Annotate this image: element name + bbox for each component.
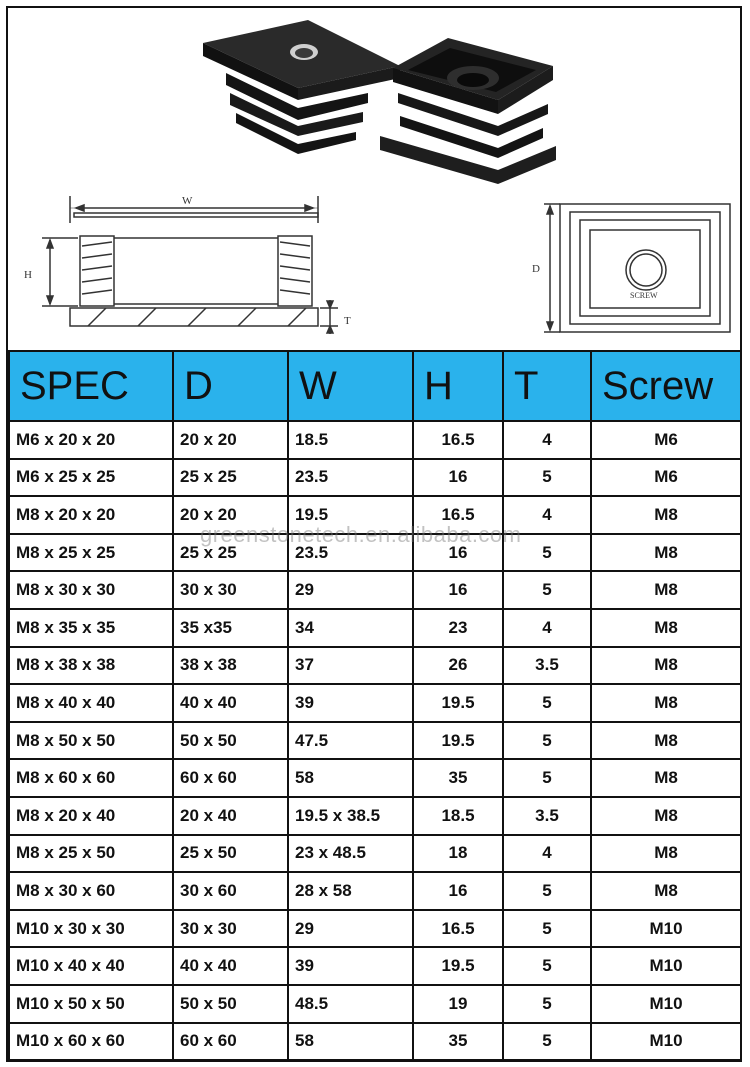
cell-d: 30 x 30 <box>173 571 288 609</box>
cell-d: 20 x 20 <box>173 421 288 459</box>
table-header-row <box>9 351 741 421</box>
cell-spec: M8 x 20 x 40 <box>9 797 173 835</box>
table-row <box>9 609 741 647</box>
cell-screw: M8 <box>591 684 741 722</box>
cell-t: 4 <box>503 835 591 873</box>
t-dimension-label: T <box>344 315 351 327</box>
cell-spec: M10 x 40 x 40 <box>9 947 173 985</box>
cell-t: 5 <box>503 1023 591 1061</box>
cell-h: 18.5 <box>413 797 503 835</box>
cell-t: 4 <box>503 609 591 647</box>
cell-spec: M8 x 30 x 60 <box>9 872 173 910</box>
table-row <box>9 722 741 760</box>
cell-d: 60 x 60 <box>173 1023 288 1061</box>
table-row <box>9 759 741 797</box>
cell-d: 40 x 40 <box>173 947 288 985</box>
cell-d: 40 x 40 <box>173 684 288 722</box>
header-d: D <box>173 351 288 421</box>
cell-t: 3.5 <box>503 797 591 835</box>
cell-h: 26 <box>413 647 503 685</box>
cell-screw: M10 <box>591 985 741 1023</box>
header-screw: Screw <box>591 351 741 421</box>
table-row <box>9 1023 741 1061</box>
cell-w: 19.5 x 38.5 <box>288 797 413 835</box>
cell-w: 39 <box>288 947 413 985</box>
cell-w: 18.5 <box>288 421 413 459</box>
cell-screw: M10 <box>591 910 741 948</box>
cell-spec: M6 x 20 x 20 <box>9 421 173 459</box>
cell-screw: M8 <box>591 759 741 797</box>
cell-h: 16 <box>413 459 503 497</box>
cell-h: 16.5 <box>413 910 503 948</box>
table-row <box>9 835 741 873</box>
table-row <box>9 684 741 722</box>
header-h: H <box>413 351 503 421</box>
cell-screw: M8 <box>591 609 741 647</box>
cell-screw: M8 <box>591 571 741 609</box>
cell-spec: M8 x 25 x 25 <box>9 534 173 572</box>
cell-w: 39 <box>288 684 413 722</box>
table-row <box>9 534 741 572</box>
cell-t: 4 <box>503 421 591 459</box>
cell-spec: M8 x 20 x 20 <box>9 496 173 534</box>
cell-t: 5 <box>503 534 591 572</box>
cell-screw: M8 <box>591 647 741 685</box>
table-row <box>9 947 741 985</box>
product-drawing <box>8 8 740 348</box>
cell-spec: M6 x 25 x 25 <box>9 459 173 497</box>
cell-spec: M10 x 30 x 30 <box>9 910 173 948</box>
cell-spec: M10 x 50 x 50 <box>9 985 173 1023</box>
header-spec: SPEC <box>9 351 173 421</box>
cell-t: 5 <box>503 985 591 1023</box>
cell-h: 16 <box>413 534 503 572</box>
cell-d: 25 x 25 <box>173 459 288 497</box>
cell-w: 23.5 <box>288 534 413 572</box>
cell-d: 60 x 60 <box>173 759 288 797</box>
cell-t: 3.5 <box>503 647 591 685</box>
cell-w: 29 <box>288 571 413 609</box>
table-row <box>9 459 741 497</box>
cell-d: 38 x 38 <box>173 647 288 685</box>
cell-h: 35 <box>413 759 503 797</box>
cell-w: 34 <box>288 609 413 647</box>
h-dimension-label: H <box>24 269 32 281</box>
cell-screw: M8 <box>591 835 741 873</box>
cell-t: 5 <box>503 571 591 609</box>
cell-d: 20 x 20 <box>173 496 288 534</box>
header-w: W <box>288 351 413 421</box>
cell-w: 23 x 48.5 <box>288 835 413 873</box>
table-row <box>9 797 741 835</box>
cell-w: 48.5 <box>288 985 413 1023</box>
cell-d: 50 x 50 <box>173 985 288 1023</box>
cell-h: 16.5 <box>413 421 503 459</box>
cell-w: 29 <box>288 910 413 948</box>
cell-w: 47.5 <box>288 722 413 760</box>
cell-screw: M8 <box>591 872 741 910</box>
cell-spec: M10 x 60 x 60 <box>9 1023 173 1061</box>
cell-spec: M8 x 25 x 50 <box>9 835 173 873</box>
cell-spec: M8 x 50 x 50 <box>9 722 173 760</box>
cell-d: 30 x 30 <box>173 910 288 948</box>
cell-h: 35 <box>413 1023 503 1061</box>
cap-photo-left <box>203 20 400 154</box>
cell-w: 23.5 <box>288 459 413 497</box>
cell-t: 5 <box>503 759 591 797</box>
cell-screw: M8 <box>591 722 741 760</box>
screw-hole-label: SCREW <box>630 291 658 300</box>
d-dimension-label: D <box>532 263 540 275</box>
watermark: greenstonetech.en.alibaba.com <box>200 522 522 547</box>
cell-h: 19 <box>413 985 503 1023</box>
cell-h: 19.5 <box>413 947 503 985</box>
cell-h: 16 <box>413 872 503 910</box>
cell-h: 16 <box>413 571 503 609</box>
table-row <box>9 421 741 459</box>
table-row <box>9 872 741 910</box>
cell-screw: M8 <box>591 534 741 572</box>
cell-screw: M10 <box>591 1023 741 1061</box>
cell-screw: M8 <box>591 496 741 534</box>
cell-d: 30 x 60 <box>173 872 288 910</box>
cell-spec: M8 x 38 x 38 <box>9 647 173 685</box>
header-t: T <box>503 351 591 421</box>
table-row <box>9 647 741 685</box>
cell-w: 58 <box>288 1023 413 1061</box>
spec-table-body <box>9 421 741 1060</box>
cell-spec: M8 x 60 x 60 <box>9 759 173 797</box>
cell-t: 5 <box>503 459 591 497</box>
side-section-diagram <box>42 196 338 334</box>
cell-w: 19.5 <box>288 496 413 534</box>
cell-d: 25 x 50 <box>173 835 288 873</box>
cell-spec: M8 x 35 x 35 <box>9 609 173 647</box>
cell-d: 50 x 50 <box>173 722 288 760</box>
w-dimension-label: W <box>182 195 193 207</box>
spec-table <box>8 350 742 1061</box>
cell-t: 4 <box>503 496 591 534</box>
cell-t: 5 <box>503 722 591 760</box>
table-row <box>9 985 741 1023</box>
cell-d: 35 x35 <box>173 609 288 647</box>
cell-w: 58 <box>288 759 413 797</box>
cell-d: 25 x 25 <box>173 534 288 572</box>
cell-spec: M8 x 30 x 30 <box>9 571 173 609</box>
table-row <box>9 910 741 948</box>
cell-w: 37 <box>288 647 413 685</box>
table-row <box>9 571 741 609</box>
cell-h: 16.5 <box>413 496 503 534</box>
cell-d: 20 x 40 <box>173 797 288 835</box>
cap-photo-right <box>380 38 556 184</box>
cell-h: 19.5 <box>413 684 503 722</box>
cell-h: 19.5 <box>413 722 503 760</box>
cell-screw: M8 <box>591 797 741 835</box>
cell-h: 23 <box>413 609 503 647</box>
cell-t: 5 <box>503 947 591 985</box>
product-illustration <box>8 8 740 348</box>
table-row <box>9 496 741 534</box>
cell-w: 28 x 58 <box>288 872 413 910</box>
cell-screw: M10 <box>591 947 741 985</box>
cell-screw: M6 <box>591 459 741 497</box>
cell-spec: M8 x 40 x 40 <box>9 684 173 722</box>
cell-h: 18 <box>413 835 503 873</box>
cell-t: 5 <box>503 684 591 722</box>
cell-screw: M6 <box>591 421 741 459</box>
cell-t: 5 <box>503 872 591 910</box>
top-view-diagram <box>544 204 730 332</box>
cell-t: 5 <box>503 910 591 948</box>
